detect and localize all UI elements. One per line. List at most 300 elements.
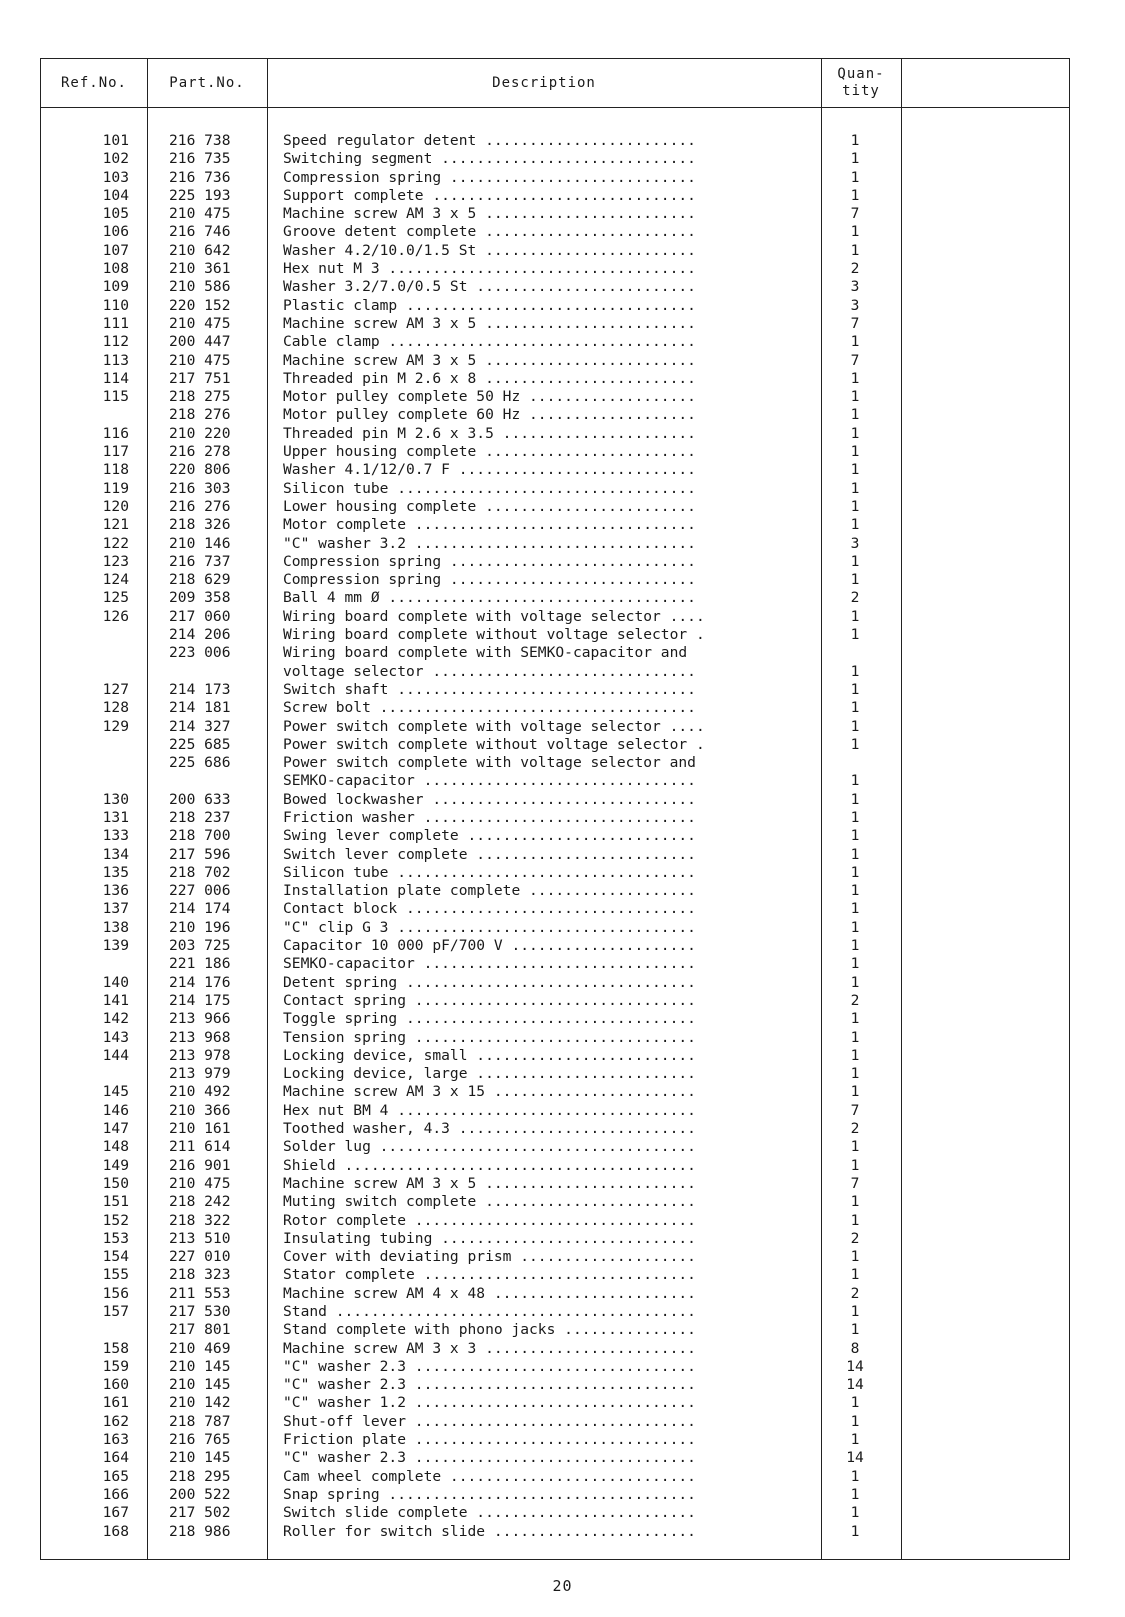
header-part-no: Part.No. xyxy=(169,74,245,91)
table-row xyxy=(41,608,1069,626)
part-no-cell: 220 806 xyxy=(169,461,231,479)
ref-no-cell: 130 xyxy=(102,790,129,808)
table-row xyxy=(41,132,1069,150)
quantity-cell: 1 xyxy=(850,900,860,918)
quantity-cell: 1 xyxy=(850,955,860,973)
description-cell: Support complete .............................. xyxy=(283,186,696,204)
table-row xyxy=(41,242,1069,260)
quantity-cell: 1 xyxy=(850,1431,860,1449)
part-no-cell: 216 303 xyxy=(169,479,231,497)
quantity-cell: 1 xyxy=(850,937,860,955)
ref-no-cell: 165 xyxy=(102,1467,129,1485)
ref-no-cell: 119 xyxy=(102,479,129,497)
table-row xyxy=(41,1102,1069,1120)
part-no-cell: 218 326 xyxy=(169,516,231,534)
table-header xyxy=(41,59,1069,108)
quantity-cell: 1 xyxy=(850,132,860,149)
table-row xyxy=(41,352,1069,370)
ref-no-cell: 101 xyxy=(102,132,129,149)
part-no-cell: 200 633 xyxy=(169,790,231,808)
description-cell: Locking device, large ......................... xyxy=(283,1065,696,1083)
ref-no-cell: 157 xyxy=(102,1303,129,1320)
description-cell: "C" washer 1.2 ................................ xyxy=(283,1394,696,1412)
table-row xyxy=(41,443,1069,461)
part-no-cell: 218 275 xyxy=(169,388,231,406)
part-no-cell: 216 736 xyxy=(169,168,231,186)
table-body xyxy=(41,132,1069,1541)
quantity-cell: 1 xyxy=(850,443,860,461)
ref-no-cell: 159 xyxy=(102,1357,129,1375)
part-no-cell: 210 469 xyxy=(169,1339,231,1357)
part-no-cell: 210 475 xyxy=(169,1174,231,1192)
table-row xyxy=(41,882,1069,900)
ref-no-cell: 128 xyxy=(102,699,129,717)
quantity-cell: 1 xyxy=(850,168,860,186)
part-no-cell: 211 614 xyxy=(169,1138,231,1156)
quantity-cell: 8 xyxy=(850,1339,860,1357)
part-no-cell: 211 553 xyxy=(169,1284,231,1302)
description-cell: Rotor complete ................................ xyxy=(283,1211,696,1229)
table-row xyxy=(41,1358,1069,1376)
page-number: 20 xyxy=(552,1577,573,1595)
description-cell: Ball 4 mm Ø ................................... xyxy=(283,589,696,607)
ref-no-cell: 154 xyxy=(102,1248,129,1266)
quantity-cell: 1 xyxy=(850,1467,860,1485)
description-cell: Cable clamp ................................... xyxy=(283,333,696,351)
ref-no-cell: 145 xyxy=(102,1083,129,1101)
quantity-cell: 2 xyxy=(850,589,860,607)
part-no-cell: 216 738 xyxy=(169,132,231,149)
description-cell: Washer 4.1/12/0.7 F ........................... xyxy=(283,461,696,479)
quantity-cell: 1 xyxy=(850,186,860,204)
ref-no-cell: 122 xyxy=(102,534,129,552)
parts-list-table xyxy=(40,58,1070,1560)
description-cell: Compression spring ............................ xyxy=(283,552,696,570)
ref-no-cell: 121 xyxy=(102,516,129,534)
ref-no-cell: 118 xyxy=(102,461,129,479)
table-row xyxy=(41,754,1069,772)
ref-no-cell: 167 xyxy=(102,1504,129,1522)
quantity-cell: 1 xyxy=(850,223,860,241)
quantity-cell: 1 xyxy=(850,1156,860,1174)
table-row xyxy=(41,919,1069,937)
part-no-cell: 200 522 xyxy=(169,1485,231,1503)
description-cell: Speed regulator detent ........................ xyxy=(283,132,696,149)
part-no-cell: 214 181 xyxy=(169,699,231,717)
table-row xyxy=(41,1431,1069,1449)
table-row xyxy=(41,278,1069,296)
table-row xyxy=(41,718,1069,736)
quantity-cell: 1 xyxy=(850,626,860,644)
part-no-cell: 225 193 xyxy=(169,186,231,204)
description-cell: Machine screw AM 3 x 5 ........................ xyxy=(283,351,696,369)
description-cell: Stand ......................................... xyxy=(283,1303,696,1320)
description-cell: Capacitor 10 000 pF/700 V ..................... xyxy=(283,937,696,955)
part-no-cell: 216 735 xyxy=(169,150,231,168)
table-row xyxy=(41,1193,1069,1211)
table-row xyxy=(41,1083,1069,1101)
description-cell: Contact block ................................. xyxy=(283,900,696,918)
quantity-cell: 7 xyxy=(850,1174,860,1192)
description-cell: Insulating tubing ............................. xyxy=(283,1229,696,1247)
quantity-cell: 1 xyxy=(850,241,860,259)
ref-no-cell: 156 xyxy=(102,1284,129,1302)
description-cell: Compression spring ............................ xyxy=(283,571,696,589)
quantity-cell: 1 xyxy=(850,571,860,589)
table-row xyxy=(41,1230,1069,1248)
table-row xyxy=(41,1321,1069,1339)
part-no-cell: 218 276 xyxy=(169,406,231,424)
part-no-cell: 217 502 xyxy=(169,1504,231,1522)
description-cell: Power switch complete without voltage selector . xyxy=(283,735,705,753)
ref-no-cell: 141 xyxy=(102,991,129,1009)
quantity-cell: 7 xyxy=(850,314,860,332)
quantity-cell: 7 xyxy=(850,1101,860,1119)
description-cell: Motor pulley complete 60 Hz ................... xyxy=(283,406,696,424)
quantity-cell: 1 xyxy=(850,1083,860,1101)
part-no-cell: 218 986 xyxy=(169,1522,231,1540)
ref-no-cell: 115 xyxy=(102,388,129,406)
description-cell: Switch slide complete ......................... xyxy=(283,1504,696,1522)
quantity-cell: 1 xyxy=(850,1248,860,1266)
part-no-cell: 221 186 xyxy=(169,955,231,973)
part-no-cell: 210 492 xyxy=(169,1083,231,1101)
part-no-cell: 216 746 xyxy=(169,223,231,241)
ref-no-cell: 126 xyxy=(102,607,129,625)
part-no-cell: 213 966 xyxy=(169,1010,231,1028)
description-cell: Silicon tube .................................. xyxy=(283,863,696,881)
description-cell: Washer 4.2/10.0/1.5 St ........................ xyxy=(283,241,696,259)
description-cell: voltage selector .............................. xyxy=(283,662,696,680)
ref-no-cell: 110 xyxy=(102,296,129,314)
ref-no-cell: 129 xyxy=(102,717,129,735)
ref-no-cell: 137 xyxy=(102,900,129,918)
part-no-cell: 218 323 xyxy=(169,1266,231,1284)
table-row xyxy=(41,535,1069,553)
quantity-cell: 1 xyxy=(850,717,860,735)
ref-no-cell: 164 xyxy=(102,1449,129,1467)
quantity-cell: 1 xyxy=(850,845,860,863)
description-cell: Plastic clamp ................................. xyxy=(283,296,696,314)
ref-no-cell: 113 xyxy=(102,351,129,369)
description-cell: Friction plate ................................ xyxy=(283,1431,696,1449)
quantity-cell: 1 xyxy=(850,790,860,808)
table-row xyxy=(41,1047,1069,1065)
part-no-cell: 218 242 xyxy=(169,1193,231,1211)
table-row xyxy=(41,1138,1069,1156)
quantity-cell: 1 xyxy=(850,808,860,826)
table-row xyxy=(41,827,1069,845)
quantity-cell: 3 xyxy=(850,534,860,552)
part-no-cell: 200 447 xyxy=(169,333,231,351)
description-cell: Swing lever complete .......................... xyxy=(283,827,696,845)
ref-no-cell: 117 xyxy=(102,443,129,461)
description-cell: Threaded pin M 2.6 x 8 ........................ xyxy=(283,369,696,387)
quantity-cell: 1 xyxy=(850,662,860,680)
description-cell: "C" clip G 3 .................................. xyxy=(283,918,696,936)
description-cell: Motor complete ................................ xyxy=(283,516,696,534)
table-row xyxy=(41,1120,1069,1138)
ref-no-cell: 109 xyxy=(102,278,129,296)
table-row xyxy=(41,626,1069,644)
description-cell: Lower housing complete ........................ xyxy=(283,497,696,515)
ref-no-cell: 150 xyxy=(102,1174,129,1192)
table-row xyxy=(41,571,1069,589)
quantity-cell: 1 xyxy=(850,1211,860,1229)
part-no-cell: 217 060 xyxy=(169,607,231,625)
part-no-cell: 220 152 xyxy=(169,296,231,314)
part-no-cell: 218 322 xyxy=(169,1211,231,1229)
ref-no-cell: 112 xyxy=(102,333,129,351)
description-cell: Machine screw AM 3 x 3 ........................ xyxy=(283,1339,696,1357)
quantity-cell: 1 xyxy=(850,369,860,387)
quantity-cell: 1 xyxy=(850,1028,860,1046)
description-cell: Groove detent complete ........................ xyxy=(283,223,696,241)
part-no-cell: 223 006 xyxy=(169,644,231,662)
table-row xyxy=(41,1065,1069,1083)
part-no-cell: 217 530 xyxy=(169,1303,231,1320)
table-row xyxy=(41,644,1069,662)
part-no-cell: 213 968 xyxy=(169,1028,231,1046)
quantity-cell: 1 xyxy=(850,516,860,534)
table-row xyxy=(41,937,1069,955)
ref-no-cell: 131 xyxy=(102,808,129,826)
quantity-cell: 1 xyxy=(850,1321,860,1339)
quantity-cell: 2 xyxy=(850,260,860,278)
ref-no-cell: 155 xyxy=(102,1266,129,1284)
ref-no-cell: 135 xyxy=(102,863,129,881)
description-cell: "C" washer 2.3 ................................ xyxy=(283,1449,696,1467)
part-no-cell: 210 642 xyxy=(169,241,231,259)
description-cell: Wiring board complete with voltage selector .... xyxy=(283,607,705,625)
description-cell: Machine screw AM 4 x 48 ....................... xyxy=(283,1284,696,1302)
table-row xyxy=(41,1285,1069,1303)
table-row xyxy=(41,864,1069,882)
quantity-cell: 14 xyxy=(846,1357,864,1375)
header-quantity-label: Quan- tity xyxy=(837,66,885,99)
table-row xyxy=(41,681,1069,699)
ref-no-cell: 102 xyxy=(102,150,129,168)
description-cell: Stator complete ............................... xyxy=(283,1266,696,1284)
quantity-cell: 14 xyxy=(846,1376,864,1394)
quantity-cell: 1 xyxy=(850,772,860,790)
quantity-cell: 1 xyxy=(850,479,860,497)
ref-no-cell: 120 xyxy=(102,497,129,515)
description-cell: Machine screw AM 3 x 5 ........................ xyxy=(283,1174,696,1192)
ref-no-cell: 134 xyxy=(102,845,129,863)
table-row xyxy=(41,205,1069,223)
table-row xyxy=(41,1157,1069,1175)
quantity-cell: 2 xyxy=(850,991,860,1009)
ref-no-cell: 123 xyxy=(102,552,129,570)
description-cell: Shield ........................................ xyxy=(283,1156,696,1174)
description-cell: Upper housing complete ........................ xyxy=(283,443,696,461)
description-cell: SEMKO-capacitor ............................... xyxy=(283,955,696,973)
quantity-cell: 1 xyxy=(850,1303,860,1320)
quantity-cell: 1 xyxy=(850,150,860,168)
description-cell: Muting switch complete ........................ xyxy=(283,1193,696,1211)
part-no-cell: 213 978 xyxy=(169,1046,231,1064)
table-row xyxy=(41,589,1069,607)
part-no-cell: 214 173 xyxy=(169,680,231,698)
description-cell: Motor pulley complete 50 Hz ................... xyxy=(283,388,696,406)
ref-no-cell: 146 xyxy=(102,1101,129,1119)
table-row xyxy=(41,1303,1069,1321)
quantity-cell: 1 xyxy=(850,1010,860,1028)
description-cell: Compression spring ............................ xyxy=(283,168,696,186)
description-cell: Toothed washer, 4.3 ........................... xyxy=(283,1120,696,1138)
description-cell: Installation plate complete ................... xyxy=(283,882,696,900)
table-row xyxy=(41,974,1069,992)
description-cell: Tension spring ................................ xyxy=(283,1028,696,1046)
quantity-cell: 1 xyxy=(850,827,860,845)
part-no-cell: 209 358 xyxy=(169,589,231,607)
quantity-cell: 1 xyxy=(850,406,860,424)
quantity-cell: 1 xyxy=(850,333,860,351)
header-quantity xyxy=(821,59,901,107)
table-row xyxy=(41,1486,1069,1504)
table-row xyxy=(41,1029,1069,1047)
table-row xyxy=(41,223,1069,241)
part-no-cell: 216 901 xyxy=(169,1156,231,1174)
description-cell: Threaded pin M 2.6 x 3.5 ...................... xyxy=(283,424,696,442)
part-no-cell: 214 175 xyxy=(169,991,231,1009)
description-cell: Toggle spring ................................. xyxy=(283,1010,696,1028)
table-row xyxy=(41,406,1069,424)
description-cell: SEMKO-capacitor ............................... xyxy=(283,772,696,790)
description-cell: Bowed lockwasher .............................. xyxy=(283,790,696,808)
table-row xyxy=(41,955,1069,973)
ref-no-cell: 111 xyxy=(102,314,129,332)
ref-no-cell: 133 xyxy=(102,827,129,845)
table-row xyxy=(41,1248,1069,1266)
table-row xyxy=(41,498,1069,516)
description-cell: "C" washer 2.3 ................................ xyxy=(283,1357,696,1375)
description-cell: Switching segment ............................. xyxy=(283,150,696,168)
part-no-cell: 218 702 xyxy=(169,863,231,881)
part-no-cell: 210 475 xyxy=(169,351,231,369)
part-no-cell: 210 586 xyxy=(169,278,231,296)
table-row xyxy=(41,663,1069,681)
table-row xyxy=(41,846,1069,864)
part-no-cell: 217 596 xyxy=(169,845,231,863)
quantity-cell: 1 xyxy=(850,1193,860,1211)
description-cell: Switch lever complete ......................... xyxy=(283,845,696,863)
ref-no-cell: 107 xyxy=(102,241,129,259)
quantity-cell: 1 xyxy=(850,424,860,442)
part-no-cell: 217 801 xyxy=(169,1321,231,1339)
ref-no-cell: 142 xyxy=(102,1010,129,1028)
part-no-cell: 217 751 xyxy=(169,369,231,387)
table-row xyxy=(41,169,1069,187)
part-no-cell: 216 737 xyxy=(169,552,231,570)
ref-no-cell: 143 xyxy=(102,1028,129,1046)
table-row xyxy=(41,736,1069,754)
part-no-cell: 210 146 xyxy=(169,534,231,552)
table-row xyxy=(41,1394,1069,1412)
part-no-cell: 213 979 xyxy=(169,1065,231,1083)
description-cell: Snap spring ................................... xyxy=(283,1485,696,1503)
quantity-cell: 1 xyxy=(850,1504,860,1522)
ref-no-cell: 151 xyxy=(102,1193,129,1211)
quantity-cell: 1 xyxy=(850,1138,860,1156)
description-cell: Shut-off lever ................................ xyxy=(283,1412,696,1430)
description-cell: Hex nut M 3 ................................... xyxy=(283,260,696,278)
part-no-cell: 218 237 xyxy=(169,808,231,826)
part-no-cell: 210 220 xyxy=(169,424,231,442)
part-no-cell: 210 361 xyxy=(169,260,231,278)
ref-no-cell: 160 xyxy=(102,1376,129,1394)
ref-no-cell: 162 xyxy=(102,1412,129,1430)
description-cell: "C" washer 3.2 ................................ xyxy=(283,534,696,552)
quantity-cell: 1 xyxy=(850,1394,860,1412)
quantity-cell: 2 xyxy=(850,1284,860,1302)
part-no-cell: 210 145 xyxy=(169,1357,231,1375)
table-row xyxy=(41,1266,1069,1284)
description-cell: Screw bolt .................................... xyxy=(283,699,696,717)
description-cell: Silicon tube .................................. xyxy=(283,479,696,497)
part-no-cell: 210 145 xyxy=(169,1449,231,1467)
quantity-cell: 2 xyxy=(850,1120,860,1138)
part-no-cell: 210 475 xyxy=(169,205,231,223)
description-cell: Friction washer ............................... xyxy=(283,808,696,826)
table-row xyxy=(41,297,1069,315)
table-row xyxy=(41,1376,1069,1394)
description-cell: Power switch complete with voltage selector and xyxy=(283,754,696,772)
ref-no-cell: 116 xyxy=(102,424,129,442)
header-description: Description xyxy=(492,74,596,91)
part-no-cell: 214 176 xyxy=(169,973,231,991)
description-cell: Switch shaft .................................. xyxy=(283,680,696,698)
table-row xyxy=(41,992,1069,1010)
table-row xyxy=(41,187,1069,205)
table-row xyxy=(41,480,1069,498)
quantity-cell: 1 xyxy=(850,552,860,570)
table-row xyxy=(41,461,1069,479)
table-row xyxy=(41,699,1069,717)
description-cell: Locking device, small ......................... xyxy=(283,1046,696,1064)
part-no-cell: 225 686 xyxy=(169,754,231,772)
description-cell: Wiring board complete without voltage selector . xyxy=(283,626,705,644)
part-no-cell: 227 010 xyxy=(169,1248,231,1266)
ref-no-cell: 153 xyxy=(102,1229,129,1247)
description-cell: Cover with deviating prism .................... xyxy=(283,1248,696,1266)
table-row xyxy=(41,809,1069,827)
quantity-cell: 14 xyxy=(846,1449,864,1467)
table-row xyxy=(41,315,1069,333)
description-cell: Stand complete with phono jacks ............... xyxy=(283,1321,696,1339)
quantity-cell: 1 xyxy=(850,461,860,479)
quantity-cell: 1 xyxy=(850,699,860,717)
quantity-cell: 1 xyxy=(850,680,860,698)
part-no-cell: 214 206 xyxy=(169,626,231,644)
ref-no-cell: 147 xyxy=(102,1120,129,1138)
table-row xyxy=(41,333,1069,351)
ref-no-cell: 136 xyxy=(102,882,129,900)
ref-no-cell: 103 xyxy=(102,168,129,186)
table-row xyxy=(41,553,1069,571)
header-extra xyxy=(901,59,1069,107)
table-row xyxy=(41,150,1069,168)
description-cell: Contact spring ................................ xyxy=(283,991,696,1009)
ref-no-cell: 124 xyxy=(102,571,129,589)
ref-no-cell: 114 xyxy=(102,369,129,387)
table-row xyxy=(41,1413,1069,1431)
description-cell: Wiring board complete with SEMKO-capacitor and xyxy=(283,644,688,662)
ref-no-cell: 158 xyxy=(102,1339,129,1357)
part-no-cell: 210 145 xyxy=(169,1376,231,1394)
description-cell: Power switch complete with voltage selector .... xyxy=(283,717,705,735)
